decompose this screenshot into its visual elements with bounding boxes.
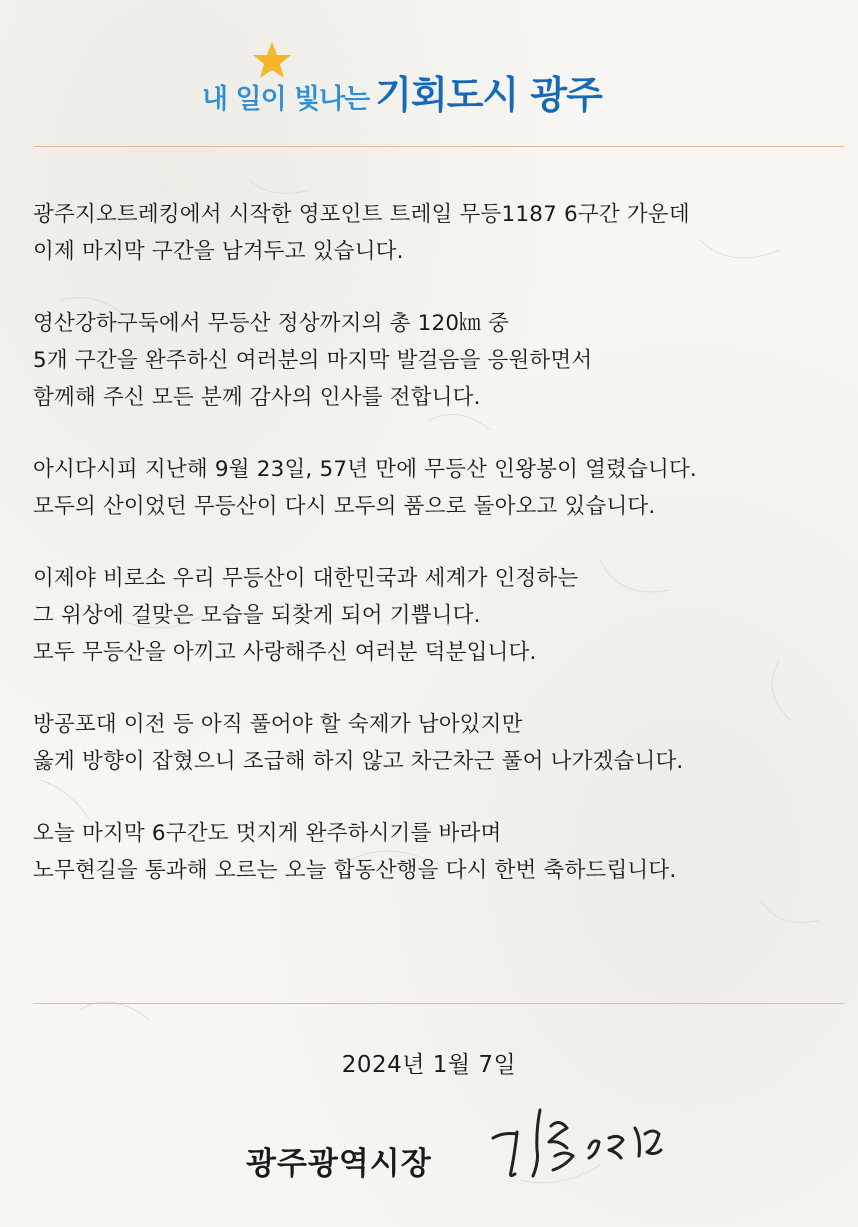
letter-date: 2024년 1월 7일 <box>341 1052 517 1078</box>
top-divider <box>34 146 844 147</box>
text-line: 이제 마지막 구간을 남겨두고 있습니다. <box>33 239 404 264</box>
text-line: 모두 무등산을 아끼고 사랑해주신 여러분 덕분입니다. <box>33 640 537 665</box>
text-line: 함께해 주신 모든 분께 감사의 인사를 전합니다. <box>33 385 481 410</box>
text-line: 아시다시피 지난해 9월 23일, 57년 만에 무등산 인왕봉이 열렸습니다. <box>33 457 697 482</box>
paragraph <box>33 560 833 671</box>
header-logo <box>0 22 858 117</box>
text-line: 모두의 산이었던 무등산이 다시 모두의 품으로 돌아오고 있습니다. <box>33 494 656 519</box>
slogan-small-text: 내 일이 빛나는 <box>202 84 370 115</box>
text-line: 광주지오트레킹에서 시작한 영포인트 트레일 무등1187 6구간 가운데 <box>33 202 690 227</box>
paragraph <box>33 706 833 780</box>
text-line: 영산강하구둑에서 무등산 정상까지의 총 120㎞ 중 <box>33 311 509 336</box>
signer-title: 광주광역시장 <box>246 1146 432 1182</box>
bottom-divider <box>34 1003 844 1004</box>
paragraph <box>33 451 833 525</box>
text-line: 오늘 마지막 6구간도 멋지게 완주하시기를 바라며 <box>33 821 502 846</box>
paragraph <box>33 815 833 889</box>
slogan-big-text: 기회도시 광주 <box>375 73 602 117</box>
text-line: 5개 구간을 완주하신 여러분의 마지막 발걸음을 응원하면서 <box>33 348 593 373</box>
signature-icon <box>485 1098 685 1188</box>
letter-body <box>33 196 833 924</box>
text-line: 노무현길을 통과해 오르는 오늘 합동산행을 다시 한번 축하드립니다. <box>33 858 677 883</box>
slogan <box>202 64 602 119</box>
paragraph <box>33 305 833 416</box>
text-line: 그 위상에 걸맞은 모습을 되찾게 되어 기쁩니다. <box>33 603 481 628</box>
text-line: 이제야 비로소 우리 무등산이 대한민국과 세계가 인정하는 <box>33 566 579 591</box>
text-line: 옳게 방향이 잡혔으니 조급해 하지 않고 차근차근 풀어 나가겠습니다. <box>33 749 684 774</box>
text-line: 방공포대 이전 등 아직 풀어야 할 숙제가 남아있지만 <box>33 712 523 737</box>
paragraph <box>33 196 833 270</box>
